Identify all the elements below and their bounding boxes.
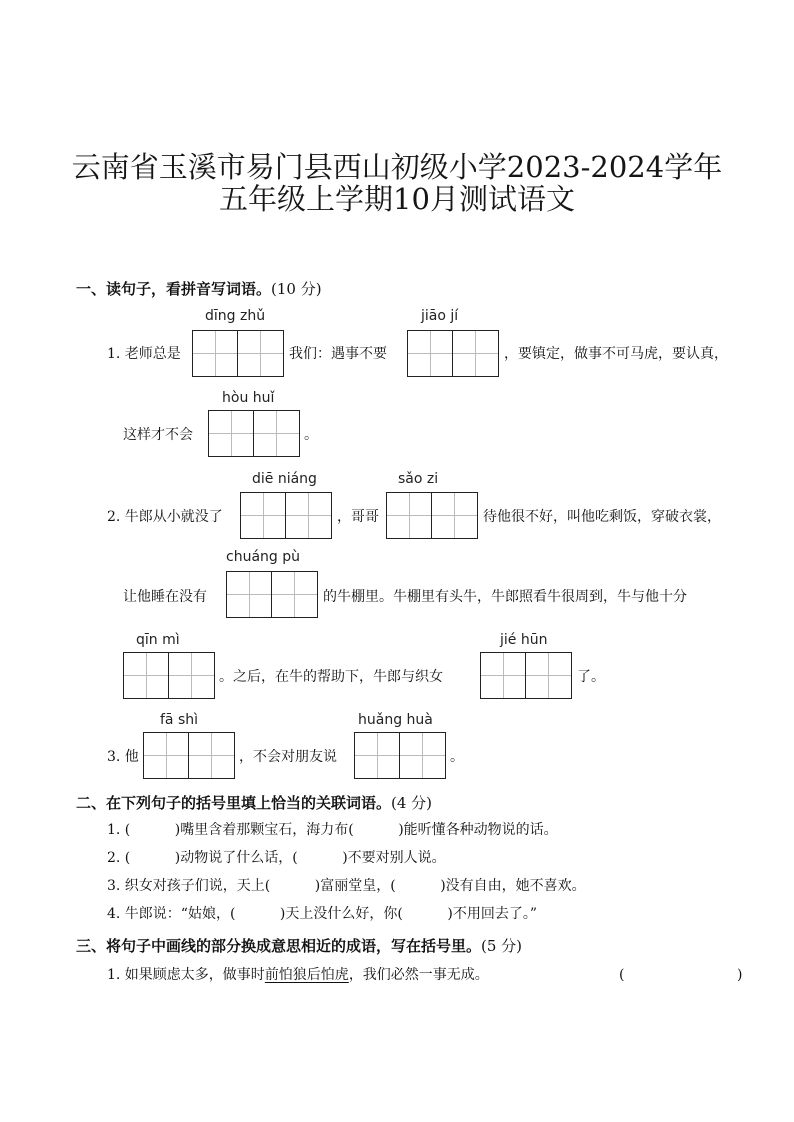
answer-grid-fashi[interactable] bbox=[143, 732, 235, 779]
q2-text-e: 的牛棚里。牛棚里有头牛，牛郎照看牛很周到，牛与他十分 bbox=[323, 589, 687, 605]
pinyin-fashi: fā shì bbox=[160, 712, 199, 728]
q3-text-c: 。 bbox=[450, 749, 464, 765]
s2-item-1[interactable]: 1. ( )嘴里含着那颗宝石，海力布( )能听懂各种动物说的话。 bbox=[107, 822, 558, 838]
answer-grid-houhui[interactable] bbox=[208, 410, 300, 457]
pinyin-saozi: sǎo zi bbox=[398, 471, 439, 487]
q2-text-a: 2. 牛郎从小就没了 bbox=[107, 509, 223, 525]
s3-q1-pre: 1. 如果顾虑太多，做事时 bbox=[107, 967, 265, 983]
q3-text-a: 3. 他 bbox=[107, 749, 139, 765]
answer-grid-dingzhu[interactable] bbox=[192, 330, 284, 377]
q2-text-g: 了。 bbox=[577, 669, 605, 685]
s2-item-4[interactable]: 4. 牛郎说：“姑娘，( )天上没什么好，你( )不用回去了。” bbox=[107, 906, 537, 922]
section3-heading-text: 三、将句子中画线的部分换成意思相近的成语，写在括号里。 bbox=[76, 937, 482, 955]
pinyin-jiaoji: jiāo jí bbox=[421, 308, 459, 324]
section1-heading-text: 一、读句子，看拼音写词语。 bbox=[76, 280, 272, 298]
answer-grid-jiaoji[interactable] bbox=[407, 330, 499, 377]
s3-q1-bracket-close: ) bbox=[737, 967, 743, 983]
answer-grid-dieniang[interactable] bbox=[240, 492, 332, 539]
pinyin-qinmi: qīn mì bbox=[136, 632, 180, 648]
answer-grid-huanghua[interactable] bbox=[354, 732, 446, 779]
q1-text-c: ，要镇定，做事不可马虎，要认真， bbox=[504, 346, 728, 362]
page-title-line1: 云南省玉溪市易门县西山初级小学2023-2024学年 bbox=[71, 150, 723, 184]
answer-grid-chuangpu[interactable] bbox=[226, 571, 318, 618]
q1-text-e: 。 bbox=[304, 427, 318, 443]
answer-grid-qinmi[interactable] bbox=[123, 652, 215, 699]
answer-grid-jiehun[interactable] bbox=[480, 652, 572, 699]
q2-text-b: ，哥哥 bbox=[337, 509, 379, 525]
answer-grid-saozi[interactable] bbox=[386, 492, 478, 539]
section2-heading-text: 二、在下列句子的括号里填上恰当的关联词语。 bbox=[76, 794, 392, 812]
q1-text-b: 我们：遇事不要 bbox=[289, 346, 387, 362]
section1-points: (10 分) bbox=[271, 280, 322, 298]
s3-q1-bracket-open[interactable]: ( bbox=[619, 967, 625, 983]
s3-q1-underlined: 前怕狼后怕虎 bbox=[264, 967, 349, 983]
page-title-line2: 五年级上学期10月测试语文 bbox=[219, 182, 575, 216]
s3-q1-post: ，我们必然一事无成。 bbox=[348, 967, 489, 983]
s3-q1 bbox=[107, 966, 489, 984]
section3-heading bbox=[76, 935, 522, 956]
q1-text-a: 1. 老师总是 bbox=[107, 346, 181, 362]
section1-heading bbox=[76, 278, 322, 299]
q2-text-c: 待他很不好，叫他吃剩饭，穿破衣裳， bbox=[483, 509, 721, 525]
section2-heading bbox=[76, 792, 432, 813]
q2-text-d: 让他睡在没有 bbox=[123, 589, 207, 605]
pinyin-jiehun: jié hūn bbox=[500, 632, 548, 648]
pinyin-huanghua: huǎng huà bbox=[358, 712, 433, 728]
section2-points: (4 分) bbox=[391, 794, 433, 812]
section3-points: (5 分) bbox=[481, 937, 523, 955]
pinyin-houhui: hòu huǐ bbox=[222, 390, 275, 406]
pinyin-chuangpu: chuáng pù bbox=[226, 549, 300, 565]
s2-item-2[interactable]: 2. ( )动物说了什么话，( )不要对别人说。 bbox=[107, 850, 446, 866]
s2-item-3[interactable]: 3. 织女对孩子们说，天上( )富丽堂皇，( )没有自由，她不喜欢。 bbox=[107, 878, 586, 894]
q1-text-d: 这样才不会 bbox=[123, 427, 193, 443]
pinyin-dieniang: diē niáng bbox=[252, 471, 317, 487]
q2-text-f: 。之后，在牛的帮助下，牛郎与织女 bbox=[219, 669, 443, 685]
pinyin-dingzhu: dīng zhǔ bbox=[205, 308, 266, 324]
q3-text-b: ，不会对朋友说 bbox=[239, 749, 337, 765]
